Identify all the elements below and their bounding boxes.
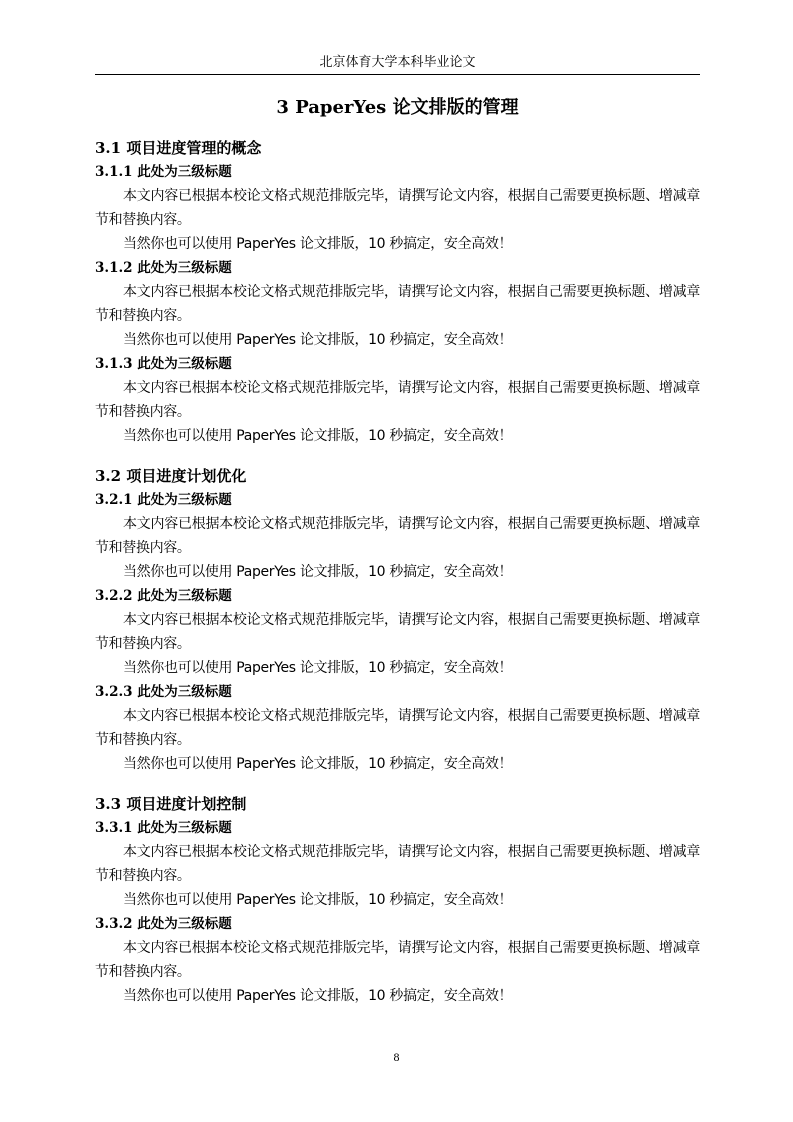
paragraph: 本文内容已根据本校论文格式规范排版完毕，请撰写论文内容，根据自己需要更换标题、增减章节和替换内容。 [95,516,700,556]
paragraph: 当然你也可以使用 PaperYes 论文排版，10 秒搞定，安全高效！ [123,660,513,676]
subsection-heading: 3.3.1 此处为三级标题 [95,820,232,836]
subsection-heading: 3.2.2 此处为三级标题 [95,588,232,604]
section-heading: 3.3 项目进度计划控制 [95,795,247,813]
paragraph: 本文内容已根据本校论文格式规范排版完毕，请撰写论文内容，根据自己需要更换标题、增减章节和替换内容。 [95,380,700,420]
subsection-heading: 3.2.3 此处为三级标题 [95,684,232,700]
chapter-title: 3 PaperYes 论文排版的管理 [276,97,519,118]
paragraph: 本文内容已根据本校论文格式规范排版完毕，请撰写论文内容，根据自己需要更换标题、增减章节和替换内容。 [95,188,700,228]
section-heading: 3.1 项目进度管理的概念 [95,139,262,157]
paragraph: 当然你也可以使用 PaperYes 论文排版，10 秒搞定，安全高效！ [123,332,513,348]
paragraph: 本文内容已根据本校论文格式规范排版完毕，请撰写论文内容，根据自己需要更换标题、增减章节和替换内容。 [95,612,700,652]
paragraph: 当然你也可以使用 PaperYes 论文排版，10 秒搞定，安全高效！ [123,236,513,252]
paragraph: 当然你也可以使用 PaperYes 论文排版，10 秒搞定，安全高效！ [123,756,513,772]
subsection-heading: 3.1.1 此处为三级标题 [95,164,232,180]
paragraph: 当然你也可以使用 PaperYes 论文排版，10 秒搞定，安全高效！ [123,428,513,444]
paragraph: 本文内容已根据本校论文格式规范排版完毕，请撰写论文内容，根据自己需要更换标题、增减章节和替换内容。 [95,940,700,980]
subsection-heading: 3.1.2 此处为三级标题 [95,260,232,276]
page-number: 8 [393,1050,400,1064]
running-header: 北京体育大学本科毕业论文 [319,55,476,70]
paragraph: 当然你也可以使用 PaperYes 论文排版，10 秒搞定，安全高效！ [123,564,513,580]
header-rule [95,74,700,75]
subsection-heading: 3.1.3 此处为三级标题 [95,356,232,372]
subsection-heading: 3.2.1 此处为三级标题 [95,492,232,508]
paragraph: 本文内容已根据本校论文格式规范排版完毕，请撰写论文内容，根据自己需要更换标题、增减章节和替换内容。 [95,284,700,324]
subsection-heading: 3.3.2 此处为三级标题 [95,916,232,932]
body-content [95,136,700,1008]
paragraph: 本文内容已根据本校论文格式规范排版完毕，请撰写论文内容，根据自己需要更换标题、增减章节和替换内容。 [95,844,700,884]
paragraph: 当然你也可以使用 PaperYes 论文排版，10 秒搞定，安全高效！ [123,988,513,1004]
paragraph: 当然你也可以使用 PaperYes 论文排版，10 秒搞定，安全高效！ [123,892,513,908]
paragraph: 本文内容已根据本校论文格式规范排版完毕，请撰写论文内容，根据自己需要更换标题、增减章节和替换内容。 [95,708,700,748]
section-heading: 3.2 项目进度计划优化 [95,467,247,485]
